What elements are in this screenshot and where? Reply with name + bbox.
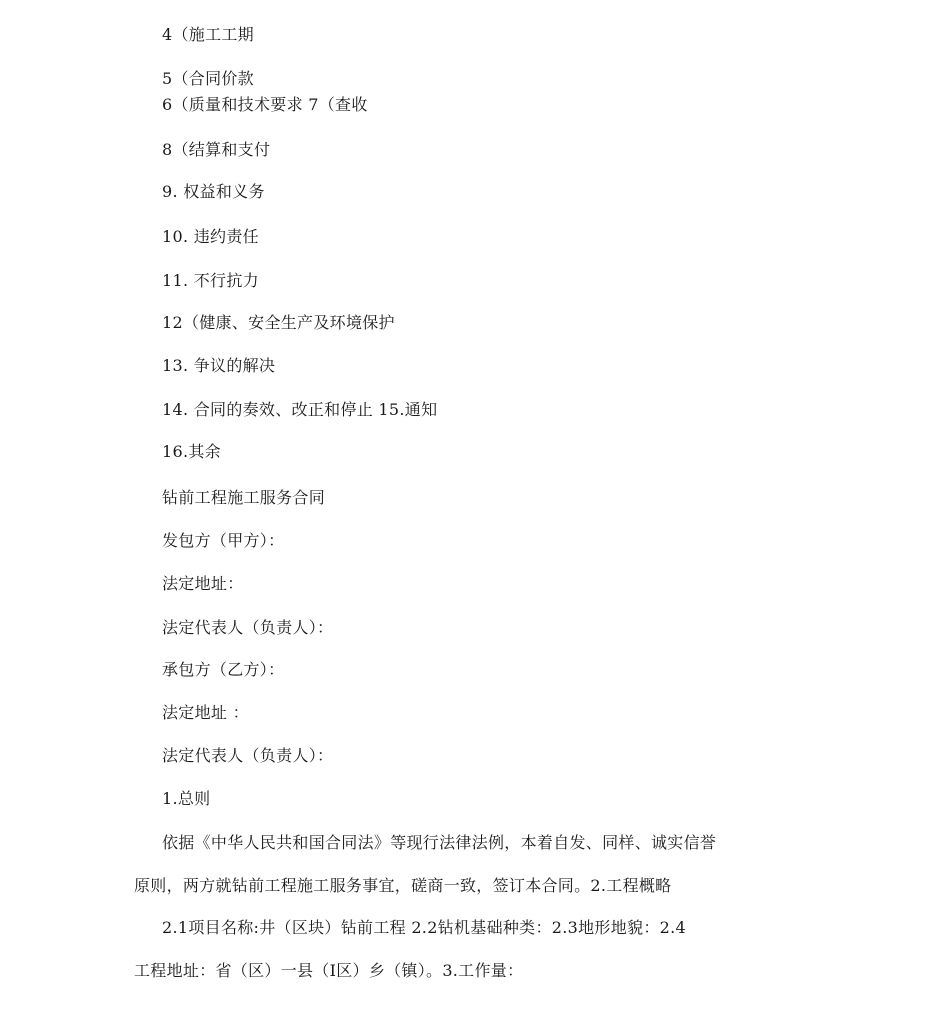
toc-item-hse: 12（健康、安全生产及环境保护 <box>162 313 395 332</box>
project-info-line-1: 2.1项目名称:井（区块）钻前工程 2.2钻机基础种类：2.3地形地貌：2.4 <box>162 918 686 937</box>
party-a-address: 法定地址： <box>162 574 244 593</box>
party-b-address: 法定地址 ： <box>162 703 249 722</box>
party-a-label: 发包方（甲方）： <box>162 531 285 550</box>
toc-item-effect-notice: 14. 合同的奏效、改正和停止 15.通知 <box>162 400 438 419</box>
party-b-label: 承包方（乙方）： <box>162 660 285 679</box>
section-general-heading: 1.总则 <box>162 789 211 808</box>
toc-item-quality-acceptance: 6（质量和技术要求 7（查收 <box>162 95 368 114</box>
toc-item-rights-obligations: 9. 权益和义务 <box>162 182 265 201</box>
toc-item-contract-price: 5（合同价款 <box>162 69 254 88</box>
general-paragraph-line-1: 依据《中华人民共和国合同法》等现行法律法例，本着自发、同样、诚实信誉 <box>162 833 717 852</box>
contract-title: 钻前工程施工服务合同 <box>162 488 326 507</box>
toc-item-others: 16.其余 <box>162 442 221 461</box>
toc-item-construction-period: 4（施工工期 <box>162 25 254 44</box>
toc-item-liability: 10. 违约责任 <box>162 227 259 246</box>
general-paragraph-line-2: 原则，两方就钻前工程施工服务事宜，磋商一致，签订本合同。2.工程概略 <box>134 876 672 895</box>
toc-item-dispute: 13. 争议的解决 <box>162 356 276 375</box>
project-info-line-2: 工程地址：省（区）一县（I区）乡（镇）。3.工作量： <box>134 961 524 980</box>
party-a-representative: 法定代表人（负责人）： <box>162 618 334 637</box>
toc-item-force-majeure: 11. 不行抗力 <box>162 271 259 290</box>
party-b-representative: 法定代表人（负责人）： <box>162 746 334 765</box>
toc-item-settlement-payment: 8（结算和支付 <box>162 140 271 159</box>
